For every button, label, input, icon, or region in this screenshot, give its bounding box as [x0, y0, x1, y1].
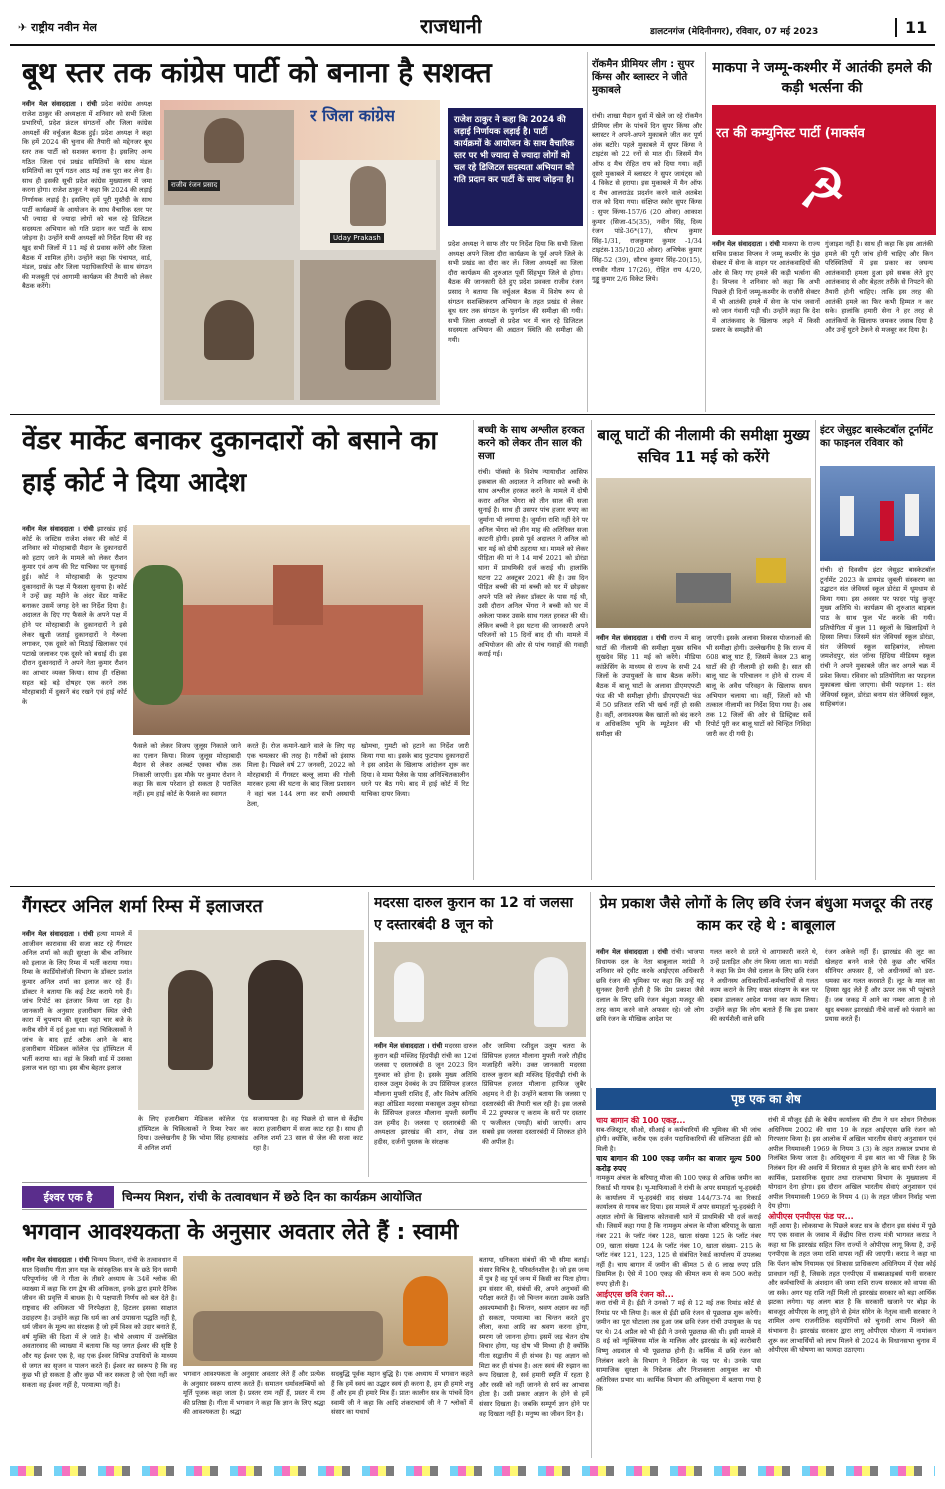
shesh-sub4-body: नहीं आया है। लोकसभा के पिछले बजट सत्र के दौरान इस संबंध में पूछे गए एक सवाल के जवाब में केंद्रीय वित्त राज्य मंत्री भागवत कराड ने कहा था कि झारखंड सहित जिन राज्यों ने ओपीएस लागू किया है, उन्हें एनपीएस के तहत जमा राशि वापस नहीं की जाएगी। कराड ने कहा था कि पेंशन कोष नियामक एवं विकास प्राधिकरण अधिनियम में ऐसा कोई प्रावधान नहीं है, जिसके तहत एनपीएस में सब्सक्राइबर्स यानी सरकार और कर्मचारियों के अंशदान की जमा राशि राज्य सरकार को वापस की जा सके। अगर यह राशि नहीं मिली तो झारखंड सरकार को बड़ा आर्थिक झटका लगेगा। यह अलग बात है कि सरकारी खजाने पर बोझ के बावजूद ओपीएस के लागू होने से हेमंत सोरेन के नेतृत्व वाली सरकार ने शामिल अन्य राजनीतिक सहयोगियों को चुनावी लाभ मिलने की संभावना है। झारखंड सरकार द्वारा लागू ओपीएस योजना में नामांकन शुरू कर लाभार्थियों को लाभ मिलने से 2024 के विधानसभा चुनाव में ओपीएस की घोषणा का फायदा उठाएगा।	[768, 1221, 936, 1355]
person-silhouette	[345, 300, 391, 370]
cpm-headline: माकपा ने जम्मू-कश्मीर में आतंकी हमले की कड़ी भर्त्सना की	[712, 60, 932, 96]
story1-body-2: प्रदेश अध्यक्ष ने साफ तौर पर निर्देश दिया कि सभी जिला अध्यक्ष अपने जिला दौरा कार्यक्रम के पूर्व अपने जिले के सभी प्रखंड का दौरा कर लें। जिला अध्यक्षों का जिला दौरा कार्यक्रम की शुरुआत पूर्वी सिंहभूम जिले से होगा। बैठक की जानकारी देते हुए प्रदेश प्रवक्ता राजीव रंजन प्रसाद ने बताया कि वर्चुअल बैठक में विशेष रूप से संगठन सशक्तिकरण अभियान के तहत प्रखंड से लेकर बूथ स्तर तक संगठन के पुनर्गठन की समीक्षा की गयी। सभी जिला अध्यक्षों से प्रदेश भर में चल रहे डिजिटल सदस्यता अभियान की अद्यतन स्थिति की समीक्षा की गयी।	[448, 240, 583, 344]
chinmaya-tag	[22, 1186, 114, 1208]
madrasa-headline: मदरसा दारुल कुरान का 12 वां जलसा ए दस्तारबंदी 8 जून को	[374, 895, 573, 933]
chinmaya-byline: नवीन मेल संवाददाता । रांची	[22, 1256, 90, 1264]
person-silhouette	[534, 957, 568, 1027]
chinmaya-strap	[22, 1182, 587, 1210]
shesh-sub2-head: आईएएस छवि रंजन को...	[596, 1289, 674, 1299]
chinmaya-body-2: भगवान आवश्यकता के अनुसार अवतार लेते हैं और प्रत्येक के अनुसार स्वरूप धारण करते हैं। समातन धर्मावलम्बियों को मूर्ति पूजक कहा जाता है। प्रस्तर राम नहीं हैं, प्रस्तर में राम की प्रतिष्ठा है। गीता में भगवान ने कहा कि ज्ञान के लिए श्रद्धा की आवश्यकता है। श्रद्धा	[183, 1370, 325, 1417]
cpm-body-2: गुंजाइश नहीं है। साथ ही कहा कि इस आतंकी हमले की पूरी जांच होनी चाहिए और किन परिस्थितियों में इस प्रकार का जघन्य आतंकवादी हमला हुआ इसे सबक लेते हुए आतंकवाद से और बेहतर तरीके से निपटने की तैयारी होनी चाहिए। ताकि इस तरह की आतंकी हमले का फिर कभी हिम्मत न कर सके। हालांकि हमारी सेना ने हर तरह से आतंकियों के खिलाफ जमकर जवाब दिया है और उन्हें घुटने टेकने से मजबूर कर दिया है।	[825, 240, 933, 335]
sand-body-2: जाएगी। इसके अलावा विकास योजनाओं की भी समीक्षा होगी। उल्लेखनीय है कि राज्य में 608 बालू घाट हैं, जिसमें केवल 23 बालू घाटों की ही नीलामी हो सकी है। सात सी बालू घाट के परिचालन न होने से राज्य में बालू के अवैध परिवहन के खिलाफ सघन अभियान चलाया था। वहीं, जिलों को भी तत्काल नीलामी का निर्देश दिया गया है। अब तक 12 जिलों की ओर से डिस्ट्रिक्ट सर्वे रिपोर्ट पूरी कर बालू घाटों को चिन्हित निविदा जारी कर दी गयी है।	[706, 634, 811, 738]
person-silhouette	[394, 962, 424, 1022]
madrasa-body	[374, 1042, 477, 1177]
shesh-sub1-body2: नामकुम अंचल के बरियातू मौजा की 100 एकड़ से अधिक जमीन का रिकार्ड भी गायब है। भू-माफियाओं ने रांची के अपर समाहर्ता भू-हदबंदी के कार्यालय में भू-हदबंदी वाद संख्या 144/73-74 का रिकार्ड कार्यालय से गायब कर दिया। इस मामले में अपर समाहर्ता भू-हदबंदी ने अज्ञात लोगों के खिलाफ कोतवाली थाने में प्राथमिकी भी दर्ज कराई थी। जिसमें कहा गया है कि नामकुम अंचल के मौजा बरियातू के खाता नंबर 221 के प्लॉट नंबर 128, खाता संख्या 125 के प्लॉट नंबर 09, खाता संख्या 124 के प्लॉट नंबर 10, खाता संख्या- 215 के प्लॉट नंबर 121, 123, 125 से संबंधित रेकर्ड कार्यालय में उपलब्ध नहीं है। चाय बागान में जमीन की कीमत 5 से 6 लाख रुपए प्रति डिसमिल है। ऐसे में 100 एकड़ की कीमत कम से कम 500 करोड़ रुपए होती है।	[596, 1174, 761, 1288]
pull-quote-text: राजेश ठाकुर ने कहा कि 2024 की लड़ाई निर्णायक लड़ाई है। पार्टी कार्यक्रमों के आयोजन के साथ वैचारिक स्तर पर भी ज्यादा से ज्यादा लोगों को चल रहे डिजिटल सदस्यता अभियान को गति प्रदान कर पार्टी के साथ जोड़ना है।	[454, 115, 575, 185]
hammer-sickle-icon: ☭	[797, 160, 848, 220]
cpm-banner-text: रत की कम्युनिस्ट पार्टी (मार्क्सव	[716, 126, 865, 141]
column-rule	[591, 1088, 592, 1458]
tile-label-1: राजीव रंजन प्रसाद	[168, 180, 220, 191]
chinmaya-body-4: बताया, धनिकता संबंधों की भी सीमा बताई। संसार विचित्र है, परिवर्तनशील है। जो इस जन्म में पुत्र है वह पूर्व जन्म में किसी का पिता होगा। हम संसार की, संबंधों की, अपने अनुभवों की परीक्षा करते हैं। जो चिन्तन करता उसके उन्नति अवश्यम्भावी है। चिन्तन, श्रवण अज्ञान का नहीं हो सकता, परमात्मा का चिन्तन करते हुए लीला, कथा आदि का श्रवण करना होगा, स्मरण जो जानना होगा। इसमें जड़ चेतन दोष विचार होगा, यह दोष भी मिथ्या ही है क्योंकि गीता सद्वातीय में ही संभव है। यह अज्ञान को मिटा कर ही संभव है। अतः स्वयं की रुझान का रूप दिखाता है, सर्व हमारी स्मृति में रहता है और रस्सी को नहीं जानने से सर्प का आभास होता है। उसी प्रकार अज्ञान के होने से हमें संसार दिखता है। जबकि सम्पूर्ण ज्ञान होने पर वह दिखता नहीं है। मनुष्य का जीवन दिन है।	[479, 1256, 589, 1418]
player-shape	[880, 501, 894, 541]
newspaper-logo	[18, 20, 97, 35]
shesh-col-1	[596, 1116, 761, 1456]
gangster-headline: गैंगस्टर अनिल शर्मा रिम्स में इलाजरत	[22, 896, 263, 917]
prem-body	[596, 948, 704, 1078]
player-shape	[840, 496, 854, 536]
sand-byline: नवीन मेल संवाददाता । रांची	[596, 634, 667, 642]
story1-photo-grid	[160, 100, 440, 405]
sand-headline: बालू घाटों की नीलामी की समीक्षा मुख्य सचिव 11 मई को करेंगे	[597, 426, 810, 466]
person-silhouette	[204, 118, 244, 163]
video-tile-2	[300, 160, 436, 250]
column-rule	[368, 892, 369, 1177]
prem-body-3: रंजन अकेले नहीं हैं। झारखंड की लूट का खेलहरा बनने वाले ऐसे कुछ और चर्चित सीनियर अफसर हैं, जो अधीनस्थों को डरा-धमका कर गलत करवाते हैं। लूट के माल का हिस्सा खुद लेते हैं और ऊपर तक भी पहुंचाते हैं। जब जकड़ में आने का नम्बर आता है तो खुद बचकर झारखंडी नीचे वालों को फंसाने का प्रयास करते हैं।	[825, 948, 935, 1024]
page-number: 11	[895, 18, 927, 37]
person-silhouette	[350, 166, 386, 226]
video-tile-4	[300, 260, 436, 400]
chinmaya-body-text: चिन्मय मिशन, रांची के तत्वावधान में सात दिवसीय गीता ज्ञान यज्ञ के सांस्कृतिक सत्र के छठे दिन स्वामी परिपूर्णानंद जी ने गीता के तीसरे अध्याय के 34वें श्लोक की व्याख्या में कहा कि राग द्वेष की अधिकता, इनके द्वारा हमारे दैनिक जीवन की प्रवृत्ति में बाधक है। ये पक्षपाती निर्णय को बल देते है। राष्ट्रवाद की अधिकता भी निरपेक्षता है, हिटलर इसका साक्षात उदाहरण है। उन्होंने कहा कि धर्म का अर्थ उपासना पद्धति नहीं है, धर्म जीवन के मूल्य का संरक्षक है जो हमें विश्व को उदार बनाते हैं, वर्ष मुक्ति की दिशा में ले जाते है। चौथे अध्याय में उल्लेखित अवतारवाद की व्याख्या में बताया कि यह जगत ईश्वर की सृष्टि है और यह ईश्वर एक है, वह एक ईश्वर विभिन्न उपाधियों के माध्यम से जगत का सृजन व पालन करते हैं। ईश्वर का स्वरूप है कि वह कुछ भी हो सकता है और कुछ भी कर सकता है जो ऐसा नहीं कर सकता वह ईश्वर नहीं है, परमात्मा नहीं है।	[22, 1256, 177, 1389]
shesh-banner	[596, 1088, 936, 1110]
video-tile-1	[164, 110, 294, 205]
story1-body-text: प्रदेश कांग्रेस अध्यक्ष राजेश ठाकुर की अध्यक्षता में शनिवार को सभी जिला प्रभारियों, प्रदेश फ्रंटल संगठनों और जिला कांग्रेस अध्यक्षों की वर्चुअल बैठक हुई। प्रदेश अध्यक्ष ने कहा कि हमें 2024 की चुनाव की तैयारी को मद्देनजर बूथ स्तर तक पार्टी को सशक्त बनाना है। इसलिए अन्य गठित जिला एवं प्रखंड समितियों के साथ मंडल समितियों का पूर्ण गठन आठ मई तक पूरा कर लेना है। साथ ही इसकी सूची प्रदेश कांग्रेस मुख्यालय में जमा करना होगा। राजेश ठाकुर ने कहा कि 2024 की लड़ाई निर्णायक लड़ाई है। इसलिए हमें पूरी मुस्तैदी के साथ पार्टी कार्यक्रमों के आयोजन के साथ वैचारिक स्तर पर भी ज्यादा से ज्यादा लोगों को चल रहे डिजिटल सदस्यता अभियान को गति प्रदान कर पार्टी के साथ जोड़ना है। उन्होंने सभी अध्यक्षों को निर्देश दिया की वह खुद सभी जिलों में 11 मई से प्रवास करेंगे और जिला बैठक में शामिल होंगे। उन्होंने कहा कि पंचायत, वार्ड, मंडल, प्रखंड और जिला पदाधिकारियों के साथ संगठन की मजबूती एवं आगामी कार्यक्रम की तैयारी को लेकर बैठक करेंगे।	[22, 100, 152, 291]
video-tile-3	[164, 260, 294, 400]
vendor-body-2: फैसले को लेकर विजय जुलूस निकाले जाने का एलान किया। विजय जुलूस मोरहाबादी मैदान से लेकर अल्बर्ट एक्का चौक तक निकाली जाएगी। इस मौके पर कुमार रोशन ने कहा कि सत्य परेशान हो सकता है पराजित नहीं। हम हाई कोर्ट के फैसले का स्वागत	[133, 742, 241, 798]
shesh-sub4-head: ओपीएस एनपीएस फंड पर...	[768, 1211, 854, 1221]
column-rule	[587, 52, 588, 412]
column-rule	[591, 420, 592, 880]
shesh-banner-text: पृष्ठ एक का शेष	[731, 1092, 801, 1106]
gangster-body-text: हत्या मामले में आजीवन कारावास की सजा काट रहे गैंगस्टर अनिल शर्मा को कड़ी सुरक्षा के बीच शनिवार को इलाज के लिए रिम्स में भर्ती कराया गया। रिम्स के कार्डियोलॉजी विभाग के डॉक्टर प्रशांत कुमार अनिल शर्मा का इलाज कर रहे हैं। डॉक्टर ने बताया कि कई टेस्ट कराये गये हैं। जांच रिपोर्ट का इंतजार किया जा रहा है। जानकारी के अनुसार हजारीबाग स्थित जेपी कारा में चुपचाप की सुरक्षा पहा चार बजे के करीब सीने में दर्द हुआ था। वहां चिकित्सकों ने जांच के बाद हार्ट अटैक आने के बाद हजारीबाग मेडिकल कॉलेज एंड हॉस्पिटल में भर्ती कराया था। वहां के किसी वार्ड में उसका इलाज चल रहा था। इस बीच बेहतर इलाज	[22, 930, 132, 1073]
story1-pull-quote	[448, 108, 583, 226]
section-rule	[10, 414, 935, 415]
banner-text: र जिला कांग्रेस	[310, 106, 395, 125]
excavator-shape	[756, 558, 786, 583]
dateline: डालटनगंज (मेदिनीनगर), रविवार, 07 मई 2023	[650, 27, 819, 37]
cpm-photo	[712, 105, 936, 235]
chinmaya-body-3: सदबुद्धि पूर्वक महान बुद्धि है। एक अध्याय में भगवान कहते हैं कि हमें स्वयं का उद्धार स्वयं ही करना है, हम ही हमारे शत्रु हैं और हम ही हमारे मित्र हैं। प्रातः कालीन सत्र के पांचवें दिन स्वामी जी ने कहा कि आदि शंकराचार्य जी ने 7 श्लोकों में संसार का यथार्थ	[331, 1370, 473, 1417]
player-shape	[905, 494, 919, 536]
tile-label-2: Uday Prakash	[330, 233, 384, 243]
shesh-sub3-body: रांची में मौजूद ईडी के बेत्रीय कार्यालय की टीम ने धन शोधन निरोधक अधिनियम 2002 की धारा 19 के तहत आईएएस छवि रंजन को गिरफ्तार किया है। इस आलोक में अखिल भारतीय सेवाएं अनुशासन एवं अपील नियमावली 1969 के नियम 3 (3) के तहत तत्काल प्रभाव से निलंबित किया जाता है। अधिसूचना में इस बात का भी जिक्र है कि निलंबन दिन की अवधि में विरासत से मुक्त होने के बाद सभी रंजन को कार्मिक, प्रशासनिक सुधार तथा राजभाषा विभाग के मुख्यालय में योगदान देना होगा। इस दौरान अखिल भारतीय सेवाएं अनुशासन एवं अपील नियमावली 1969 के नियम 4 (i) के तहत जीवन निर्वाह भत्ता देय होगा।	[768, 1116, 936, 1211]
madrasa-body-text: मदरसा दारुल कुरान बड़ी मस्जिद हिंदपीढ़ी रांची का 12वां जलसा ए दस्तारबंदी 8 जून 2023 दिन गुरुवार को होना है। इसके मुख्य अतिथि दारुल उलूम देवबंद के उप प्रिंसिपल हजरत मौलाना मुफ्ती राशिद हैं, और विशेष अतिथि कहा ओडिशा मदरसा मकासुल उलूम सोनडा के प्रिंसिपल हजरत मौलाना मुफ्ती स्वर्गीय उल हमीद है। जलसा ए दस्तारबंदी की अध्यक्षता झारखंड की शान, शेख उल हदीस, दर्जनों पुस्तक के संरक्षक	[374, 1042, 477, 1146]
vendor-headline: वेंडर मार्केट बनाकर दुकानदारों को बसाने का हाई कोर्ट ने दिया आदेश	[22, 426, 438, 498]
section-title: राजधानी	[420, 14, 482, 38]
gangster-body-3: सजायाफ्ता है। वह पिछले दो साल से केंद्रीय कारा हजारीबाग में सजा काट रहा है। साथ ही अनिल शर्मा 23 साल से जेल की सजा काट रहा है।	[253, 1115, 363, 1152]
vendor-byline: नवीन मेल संवाददाता । रांची	[22, 525, 94, 533]
paper-name: राष्ट्रीय नवीन मेल	[31, 21, 97, 34]
audience-shape	[193, 1311, 383, 1361]
column-rule	[473, 420, 474, 880]
vendor-body-text: झारखंड हाई कोर्ट के जस्टिस राजेश शंकर की कोर्ट में शनिवार को मोरहाबादी मैदान के दुकानदारों को हटाए जाने के मामले को लेकर रौशन कुमार एवं अन्य की रिट याचिका पर सुनवाई हुई। कोर्ट ने मोरहाबादी के फुटपाथ दुकानदारों के पक्ष में फैसला सुनाया है। कोर्ट ने उन्हें छह महीने के अंदर वेंडर मार्केट बनाकर उसमें जगह देने का निर्देश दिया है। अदालत के दिए गए फैसले के अपने पक्ष में होने पर मोरहाबादी के दुकानदारों ने इसे लेकर खुशी जताई दुकानदारों ने गेरूला लगाकर, एक दूसरे को मिठाई खिलाकर एवं पटाखे जलाकर एक दूसरे को बधाई दी। इस दौरान दुकानदारों ने अपने नेता कुमार रौशन का आभार व्यक्त किया। साथ ही रक्षिका सहत बड़े बड़े दोषहर एक करने तक मोरहाबादी में दुकानें बंद रखने एवं हाई कोर्ट के	[22, 525, 127, 706]
chinmaya-headline: चिन्मय मिशन, रांची के तत्वावधान में छठे दिन का कार्यक्रम आयोजित	[122, 1190, 422, 1204]
shesh-sub1-body: सब-रजिस्ट्रार, सीओ, सीआई व कर्मचारियों की भूमिका की भी जांच होगी। क्योंकि, करीब एक दर्जन पदाधिकारियों की संलिप्तता ईडी को मिली है।	[596, 1125, 761, 1153]
person-silhouette	[204, 300, 254, 360]
sand-body-text: राज्य में बालू घाटों की नीलामी की समीक्षा मुख्य सचिव सुखदेव सिंह 11 मई को करेंगे। मीडिया कांफ्रेंसिंग के माध्यम से राज्य के सभी 24 जिलों के उपायुक्तों के साथ बैठक करेंगे। बैठक में बालू घाटों के अलावा डीएमएफटी फंड की भी समीक्षा होगी। डीएमएफटी फंड में 50 प्रतिशत राशि भी खर्च नहीं हो सकी है। वहीं, अनावश्यक बैक खातों को बंद करने व अधिकतिम भूमि के म्यूटेशन की भी समीक्षा की	[596, 634, 701, 738]
chinmaya-tag-text: ईश्वर एक है	[43, 1191, 93, 1204]
tree-shape	[133, 565, 183, 705]
prem-body-text: रांची। भाजपा विधायक दल के नेता बाबूलाल मरांडी ने शनिवार को ट्वीट करके आईएएस अधिकारी छवि रंजन की भूमिका पर कहा कि उन्हें यह सुनकर हैरानी होती है कि प्रेम प्रकाश जैसे दलाल के लिए छवि रंजन बंधुआ मजदूर की तरह काम करने वाले अफसर रहे। जो लोग छवि रंजन के मौखिक आदेश पर	[596, 948, 704, 1024]
chinmaya-photo	[183, 1256, 473, 1366]
vendor-body	[22, 525, 127, 880]
shesh-col-2	[768, 1116, 936, 1456]
prem-headline: प्रेम प्रकाश जैसे लोगों के लिए छवि रंजन बंधुआ मजदूर की तरह काम कर रहे थे : बाबूलाल	[599, 896, 933, 934]
story1-headline: बूथ स्तर तक कांग्रेस पार्टी को बनाना है सशक्त	[22, 56, 492, 89]
gangster-body	[22, 930, 132, 1175]
basket-headline: इंटर जेसुइट बास्केटबॉल टूर्नामेंट का फाइनल रविवार को	[820, 425, 933, 449]
gangster-photo	[138, 930, 364, 1110]
gangster-body-2: के लिए हजारीबाग मेडिकल कॉलेज एंड हॉस्पिटल के चिकित्सकों ने रिम्स रेफर कर दिया। उल्लेखनीय है कि भोमा सिंह हत्याकांड में अनिल शर्मा	[138, 1115, 248, 1152]
basket-body: रांची। दो दिवसीय इंटर जेसुइट बास्केटबॉल टूर्नामेंट 2023 के डायमंड जुबली संस्करण का उद्घाटन संत जेवियर्स स्कूल डोरंडा में धूमधाम से किया गया। इस अवसर पर फादर पांडु कुजूर मुख्य अतिथि थे। कार्यक्रम की शुरुआत बाइबल पाठ के साथ फूल भेंट करके की गयी। प्रतियोगिता में कुल 11 स्कूलों के खिलाड़ियों ने हिस्सा लिया। जिसमें संत जेवियर्स स्कूल डोरंडा, संत जेवियर्स स्कूल साहिबगंज, लोयला जमशेदपुर, संत जॉन्स हिंदिया मीडियम स्कूल रांची ने अपने मुकाबले जीत कर अगले चक्र में प्रवेश किया। रविवार को प्रतियोगिता का फाइनल मुकाबला खेला जाएगा। सेमी फाइनल 1: संत जेवियर्स स्कूल, डोरंडा बनाम संत जेवियर्स स्कूल, साहिबगंज।	[820, 566, 935, 709]
madrasa-byline: नवीन मेल संवाददाता । रांची	[374, 1042, 443, 1050]
masthead	[10, 6, 935, 46]
building-tower	[273, 565, 323, 625]
section-rule	[10, 886, 935, 887]
basket-photo	[820, 466, 935, 561]
pocso-body: रांची। पॉक्सो के विशेष न्यायाधीश आसिफ इकबाल की अदालत ने शनिवार को बच्ची के साथ अश्लील हरकत करने के मामले में दोषी करार अनिल भेंगरा को तीन साल की सजा सुनाई है। साथ ही उसपर पांच हजार रुपए का जुर्माना भी लगाया है। जुर्माना राशि नहीं देने पर अनिल भेंगरा को तीन माह की अतिरिक्त सजा काटनी होगी। इससे पूर्व अदालत ने अनिल को चार मई को दोषी ठहराया था। मामले को लेकर पीड़िता की मां ने 14 मार्च 2021 को डोरंडा थाना में प्राथमिकी दर्ज कराई थी। हालांकि घटना 22 अक्टूबर 2021 की है। उस दिन पीड़ित बच्ची की मां बच्ची को घर में छोड़कर अपने पति को लेकर डॉक्टर के पास गई थी, उसी दौरान अनिल भेंगरा ने बच्ची को घर में अकेला पाकर उसके साथ गलत हरकत की थी। लेकिन बच्ची ने इस घटना की जानकारी अपने परिजनों को 15 दिनों बाद दी थी। मामले में अभियोजन की ओर से पांच गवाहों की गवाही कराई गई।	[478, 468, 588, 659]
shesh-sub1-head: चाय बागान की 100 एकड़...	[596, 1116, 686, 1125]
vendor-body-4: खोमचा, गुमटी को हटाने का निर्देश जारी किया गया था। इसके बाद फुटपाथ दुकानदारों ने इस आदेश के खिलाफ आंदोलन शुरू कर दिया। वे मामा पैलेस के पास अनिश्चितकालीन धरने पर बैठ गये। बाद में हाई कोर्ट में रिट याचिका दायर किया।	[361, 742, 469, 798]
cpm-byline: नवीन मेल संवाददाता । रांची	[712, 240, 780, 248]
vendor-photo	[133, 525, 470, 735]
column-rule	[705, 52, 706, 412]
sand-photo	[596, 478, 811, 628]
madrasa-photo	[374, 942, 586, 1037]
story1-body	[22, 100, 152, 400]
cpm-body	[712, 240, 820, 410]
chinmaya-body	[22, 1256, 177, 1456]
chinmaya-headline-2: भगवान आवश्यकता के अनुसार अवतार लेते हैं : स्वामी	[22, 1220, 459, 1245]
cricket-headline: रॉकमैन प्रीमियर लीग : सुपर किंग्स और ब्लास्टर ने जीते मुकाबले	[592, 59, 695, 96]
person-silhouette	[248, 960, 303, 1100]
prem-body-2: गलत करने से डरते थे आगाकारी करते थे, उन्हें प्रताड़ित और तंग किया जाता था। मरांडी ने कहा कि प्रेम जैसे दलाल के लिए छवि रंजन ने अधीनस्थ अधिकारियों-कर्मचारियों से गलत काम कराने के लिए सख्त संरक्षण के बल पर दबाव डालकर आदेश मनवा कर काम लिया। उन्होंने कहा कि लोग बताते हैं कि इस प्रकार की कार्यशैली वाले छवि	[710, 948, 818, 1024]
swami-shape	[403, 1276, 448, 1346]
story1-byline: नवीन मेल संवाददाता । रांची	[22, 100, 97, 108]
gangster-byline: नवीन मेल संवाददाता । रांची	[22, 930, 94, 938]
madrasa-body-2: और जामिया रशीदुल उलूम चतरा के प्रिंसिपल हजरत मौलाना मुफ्ती नजरे तौहीद मजाहिरी करेंगे। उक्त जानकारी मदरसा दारुल कुरान बड़ी मस्जिद हिंदपीढ़ी रांची के प्रिंसिपल हजरत मौलाना हाफिज जुबैर अहमद ने दी है। उन्होंने बताया कि जलसा ए दस्तारबंदी की तैयारी चल रही है। इस जलसे में 22 हुफ्फाज ए कराम के सरों पर दस्तार ए फजीलत (पगड़ी) बांधी जाएगी। आप सबसे इस जलसा दस्तारबंदी में शिरकत होने की अपील है।	[482, 1042, 586, 1146]
person-silhouette	[168, 970, 213, 1070]
column-rule	[815, 420, 816, 880]
color-registration-bar	[10, 1466, 935, 1476]
pocso-headline: बच्ची के साथ अश्लील हरकत करने को लेकर तीन साल की सजा	[478, 425, 585, 462]
sand-body	[596, 634, 701, 884]
bird-icon: ✈	[18, 21, 28, 34]
shesh-sub1-head2: चाय बागान की 100 एकड़ जमीन का बाजार मूल्य 500 करोड़ रुपए	[596, 1154, 761, 1174]
cpm-body-text: माकपा के राज्य सचिव प्रकाश विप्लव ने जम्मू कश्मीर के पुंछ सेक्टर में सेना के वाहन पर आतंकवादियों की ओर से किए गए हमले की कड़ी भर्त्सना की है। विप्लव ने शनिवार को कहा कि अभी पिछले ही दिनों जम्मू-कश्मीर के राजौरी सेक्टर में भी आतंकी हमले में सेना के पांच जवानों को जान गंवानी पड़ी थी। उन्होंने कहा कि देश में आतंकवाद के खिलाफ लड़ने में किसी प्रकार के समझौते की	[712, 240, 820, 335]
vendor-body-3: करते हैं। रोज कमाने-खाने वाले के लिए यह एक चमत्कार की तरह है। गरीबों को इंसाफ मिला है। पिछले वर्ष 27 जनवरी, 2022 को मोरहाबादी में गैंगस्टर बल्लू लामा की गोली मारकर हत्या की घटना के बाद जिला प्रशासन ने वहां चल 144 लगा कर सभी अस्थायी ठेला,	[247, 742, 355, 808]
cricket-body: रांची। शाखा मैदान धुर्वा में खेले जा रहे रॉकमैन प्रीमियर लीग के पांचवें दिन सुपर किंग्स और ब्लास्टर ने अपने-अपने मुकाबले जीत कर पूर्ण अंक बटोरे। पहले मुकाबले में सुपर किंग्स ने टाइटंस को 22 रनों से मात दी। जिसमें मैन ऑफ द मैच रोहित राय को दिया गया। वहीं दूसरे मुकाबले में ब्लास्टर ने सुपर जायंट्स को 4 विकेट से हराया। इस मुकाबले में मैन ऑफ द मैच आलराउंड प्रदर्शन करने वाले अतबेश राज को दिया गया। संक्षिप्त स्कोर सुपर किंग्स : सुपर किंग्स-157/6 (20 ओवर) आकाश कुमार (सिजा-45(35), नवीन सिंह, दिव्य रंजन पांडे-36*(17), सौरभ कुमार सिंह-1/31, राजकुमार कुमार -1/34 टाइटंस-135/10(20 ओवर) अभिषेक कुमार सिंह-52 (39), सौरभ कुमार सिंह-20(15), रणवीर गौतम 17(26), रोहित राय 4/20, गुड्डू कुमार 2/6 विकेट लिये।	[592, 112, 702, 284]
shesh-sub2-body: करा रांची में है। ईडी ने उनको 7 मई से 12 मई तक रिमांड कोर्ट से रिमांड पर भी लिया है। कल से ईडी छवि रंजन से पूछताछ शुरू करेगी। जमीन का पूरा घोटाला तब हुआ जब छवि रंजन रांची उपायुक्त के पद पर थे। 24 अप्रैल को भी ईडी ने उनसे पूछताछ की थी। इसी मामले में 8 वई को न्यूक्लियस मॉल के मालिक और झारखंड के बड़े कारोबारी विष्णु अग्रवाल से भी पूछताछ होनी है। कर्मिक में छवि रंजन को निलंबन करने के विभाग ने निर्देशन के पद पर थे। उनके पास सामाजिक सुरक्षा के निदेशक और निःशक्तता आयुक्त का भी अतिरिक्त प्रभार था। कार्मिक विभाग की अधिसूचना में बताया गया है कि	[596, 1299, 761, 1394]
prem-byline: नवीन मेल संवाददाता । रांची	[596, 948, 668, 956]
truck-shape	[676, 573, 731, 603]
